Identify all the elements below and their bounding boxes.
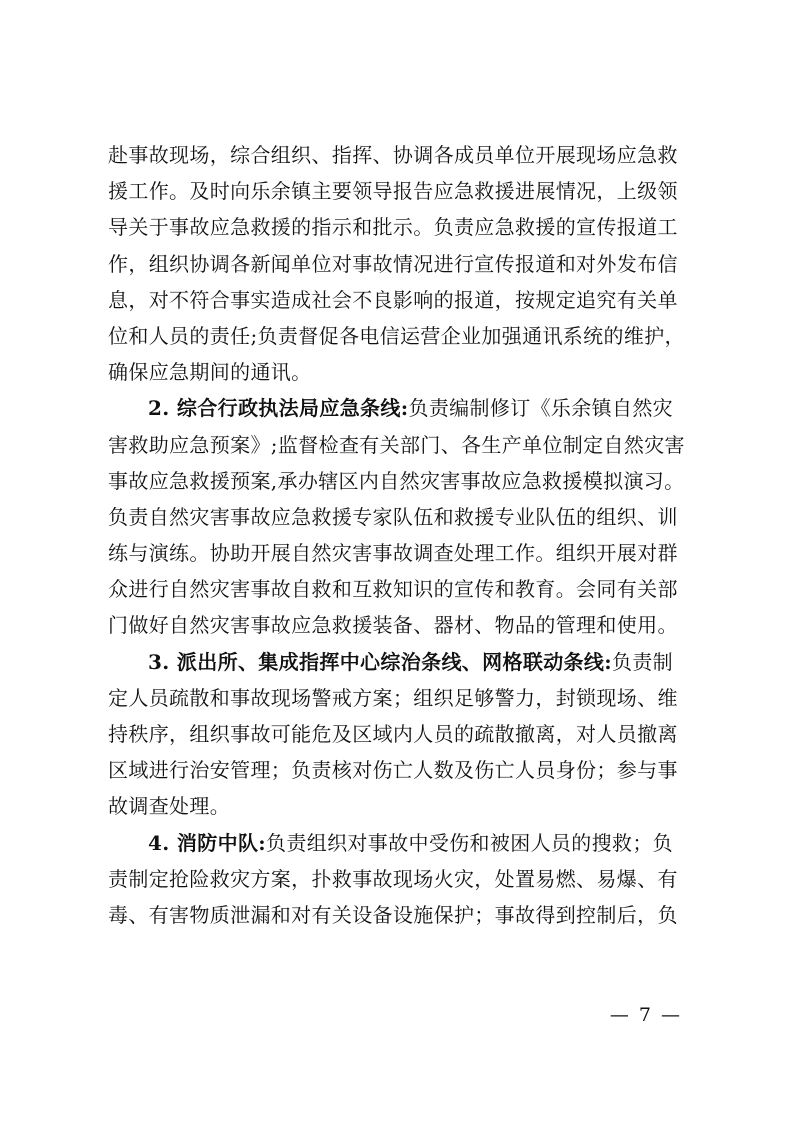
text-line: 练与演练。协助开展自然灾害事故调查处理工作。组织开展对群 bbox=[108, 541, 678, 566]
section-heading-4: 4. 消防中队: bbox=[148, 830, 267, 855]
text-line: 责制定抢险救灾方案，扑救事故现场火灾，处置易燃、易爆、有 bbox=[108, 866, 678, 891]
text-line: 害救助应急预案》;监督检查有关部门、各生产单位制定自然灾害 bbox=[108, 432, 685, 457]
text-line: 事故应急救援预案,承办辖区内自然灾害事故应急救援模拟演习。 bbox=[108, 468, 685, 493]
section-heading-2: 2. 综合行政执法局应急条线: bbox=[148, 396, 409, 421]
text-line: 故调查处理。 bbox=[108, 794, 231, 819]
text-line: 息，对不符合事实造成社会不良影响的报道，按规定追究有关单 bbox=[108, 287, 678, 312]
text-line: 持秩序，组织事故可能危及区域内人员的疏散撤离，对人员撤离 bbox=[108, 722, 678, 746]
text-line: 定人员疏散和事故现场警戒方案；组织足够警力，封锁现场、维 bbox=[108, 685, 678, 710]
paragraph-2 bbox=[108, 390, 692, 643]
paragraph-1 bbox=[108, 137, 692, 390]
text-line: 毒、有害物质泄漏和对有关设备设施保护；事故得到控制后，负 bbox=[108, 902, 678, 927]
text-segment: 负责组织对事故中受伤和被困人员的搜救；负 bbox=[266, 830, 674, 855]
text-segment: 负责编制修订《乐余镇自然灾 bbox=[408, 396, 674, 421]
text-line: 区域进行治安管理；负责核对伤亡人数及伤亡人员身份；参与事 bbox=[108, 758, 678, 783]
text-segment: 负责制 bbox=[611, 649, 674, 674]
text-line: 作，组织协调各新闻单位对事故情况进行宣传报道和对外发布信 bbox=[108, 251, 678, 276]
text-line: 门做好自然灾害事故应急救援装备、器材、物品的管理和使用。 bbox=[108, 613, 678, 638]
paragraph-first-line bbox=[108, 390, 692, 426]
paragraph-first-line bbox=[108, 825, 692, 861]
paragraph-3 bbox=[108, 644, 692, 825]
paragraph-first-line bbox=[108, 644, 692, 680]
paragraph-4 bbox=[108, 825, 692, 934]
body-text bbox=[108, 137, 692, 933]
text-line: 赴事故现场，综合组织、指挥、协调各成员单位开展现场应急救 bbox=[108, 143, 678, 167]
text-line: 援工作。及时向乐余镇主要领导报告应急救援进展情况，上级领 bbox=[108, 179, 678, 204]
text-line: 导关于事故应急救援的指示和批示。负责应急救援的宣传报道工 bbox=[108, 215, 678, 240]
text-line: 确保应急期间的通讯。 bbox=[108, 360, 312, 385]
text-line: 负责自然灾害事故应急救援专家队伍和救援专业队伍的组织、训 bbox=[108, 504, 678, 529]
text-line: 众进行自然灾害事故自救和互救知识的宣传和教育。会同有关部 bbox=[108, 577, 678, 602]
section-heading-3: 3. 派出所、集成指挥中心综治条线、网格联动条线: bbox=[148, 649, 612, 674]
page-number: — 7 — bbox=[609, 1004, 682, 1026]
text-line: 位和人员的责任;负责督促各电信运营企业加强通讯系统的维护， bbox=[108, 323, 685, 348]
